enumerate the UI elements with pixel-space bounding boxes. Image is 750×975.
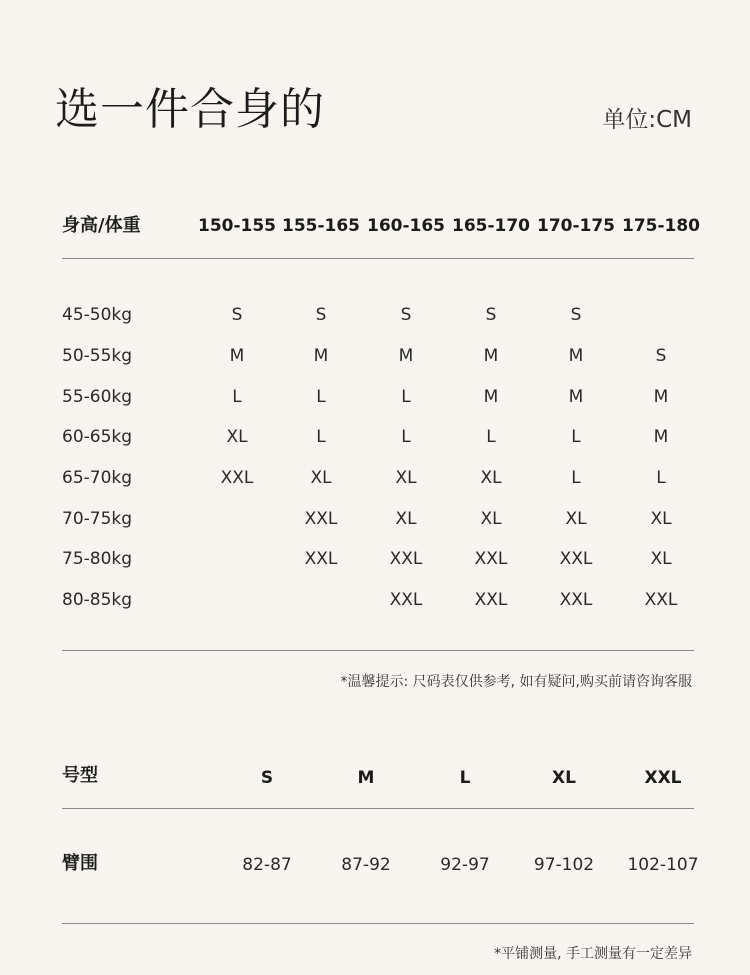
size-header: S: [260, 768, 274, 788]
arm-value: 97-102: [533, 855, 595, 875]
weight-label: 65-70kg: [62, 468, 133, 488]
size-cell: XXL: [304, 509, 338, 529]
height-header: 150-155: [197, 216, 277, 236]
size-cell: M: [653, 427, 669, 447]
table-bottom-divider: [62, 650, 694, 651]
height-header: 155-165: [281, 216, 361, 236]
arm-value: 87-92: [341, 855, 391, 875]
size-cell: L: [232, 387, 242, 407]
size-cell: XXL: [644, 590, 678, 610]
size-cell: L: [316, 387, 326, 407]
size-cell: XL: [480, 509, 502, 529]
size-header: L: [459, 768, 471, 788]
size-cell: S: [485, 305, 497, 325]
weight-label: 70-75kg: [62, 509, 133, 529]
size-header: XXL: [644, 768, 682, 788]
size-cell: M: [568, 346, 584, 366]
size-cell: M: [229, 346, 245, 366]
size-cell: M: [398, 346, 414, 366]
weight-label: 80-85kg: [62, 590, 133, 610]
height-header: 165-170: [451, 216, 531, 236]
size-cell: XXL: [474, 590, 508, 610]
size-cell: M: [568, 387, 584, 407]
table-corner-label: 身高/体重: [62, 215, 141, 236]
arm-circumference-label: 臂围: [62, 853, 98, 874]
size-cell: XL: [310, 468, 332, 488]
height-header: 170-175: [536, 216, 616, 236]
size-cell: XL: [480, 468, 502, 488]
measure-bottom-divider: [62, 923, 694, 924]
size-cell: S: [655, 346, 667, 366]
size-cell: XL: [395, 468, 417, 488]
measure-table-note: *平铺测量, 手工测量有一定差异: [494, 946, 692, 962]
size-cell: M: [313, 346, 329, 366]
weight-label: 60-65kg: [62, 427, 133, 447]
size-cell: XXL: [220, 468, 254, 488]
size-cell: M: [653, 387, 669, 407]
size-cell: XXL: [559, 590, 593, 610]
arm-value: 92-97: [440, 855, 490, 875]
size-cell: L: [656, 468, 666, 488]
size-cell: XL: [650, 509, 672, 529]
size-cell: M: [483, 346, 499, 366]
size-cell: L: [401, 387, 411, 407]
size-cell: L: [571, 468, 581, 488]
size-table-note: *温馨提示: 尺码表仅供参考, 如有疑问,购买前请咨询客服: [340, 674, 692, 690]
size-cell: L: [571, 427, 581, 447]
size-header: XL: [552, 768, 576, 788]
size-cell: XL: [565, 509, 587, 529]
size-cell: S: [570, 305, 582, 325]
unit-label: 单位:CM: [602, 107, 692, 133]
size-cell: XL: [650, 549, 672, 569]
size-header: M: [357, 768, 375, 788]
size-cell: XXL: [559, 549, 593, 569]
size-type-label: 号型: [62, 765, 98, 786]
arm-value: 102-107: [627, 855, 699, 875]
height-header: 160-165: [366, 216, 446, 236]
size-cell: L: [316, 427, 326, 447]
header-divider: [62, 258, 694, 259]
arm-value: 82-87: [242, 855, 292, 875]
size-cell: L: [486, 427, 496, 447]
measure-header-divider: [62, 808, 694, 809]
size-cell: XXL: [474, 549, 508, 569]
size-cell: S: [315, 305, 327, 325]
size-cell: XXL: [389, 590, 423, 610]
page-title: 选一件合身的: [55, 84, 325, 135]
size-cell: S: [231, 305, 243, 325]
weight-label: 45-50kg: [62, 305, 133, 325]
size-cell: L: [401, 427, 411, 447]
size-cell: M: [483, 387, 499, 407]
size-cell: XXL: [304, 549, 338, 569]
size-cell: XL: [395, 509, 417, 529]
size-cell: XXL: [389, 549, 423, 569]
weight-label: 75-80kg: [62, 549, 133, 569]
weight-label: 55-60kg: [62, 387, 133, 407]
size-cell: S: [400, 305, 412, 325]
weight-label: 50-55kg: [62, 346, 133, 366]
height-header: 175-180: [621, 216, 701, 236]
size-cell: XL: [226, 427, 248, 447]
